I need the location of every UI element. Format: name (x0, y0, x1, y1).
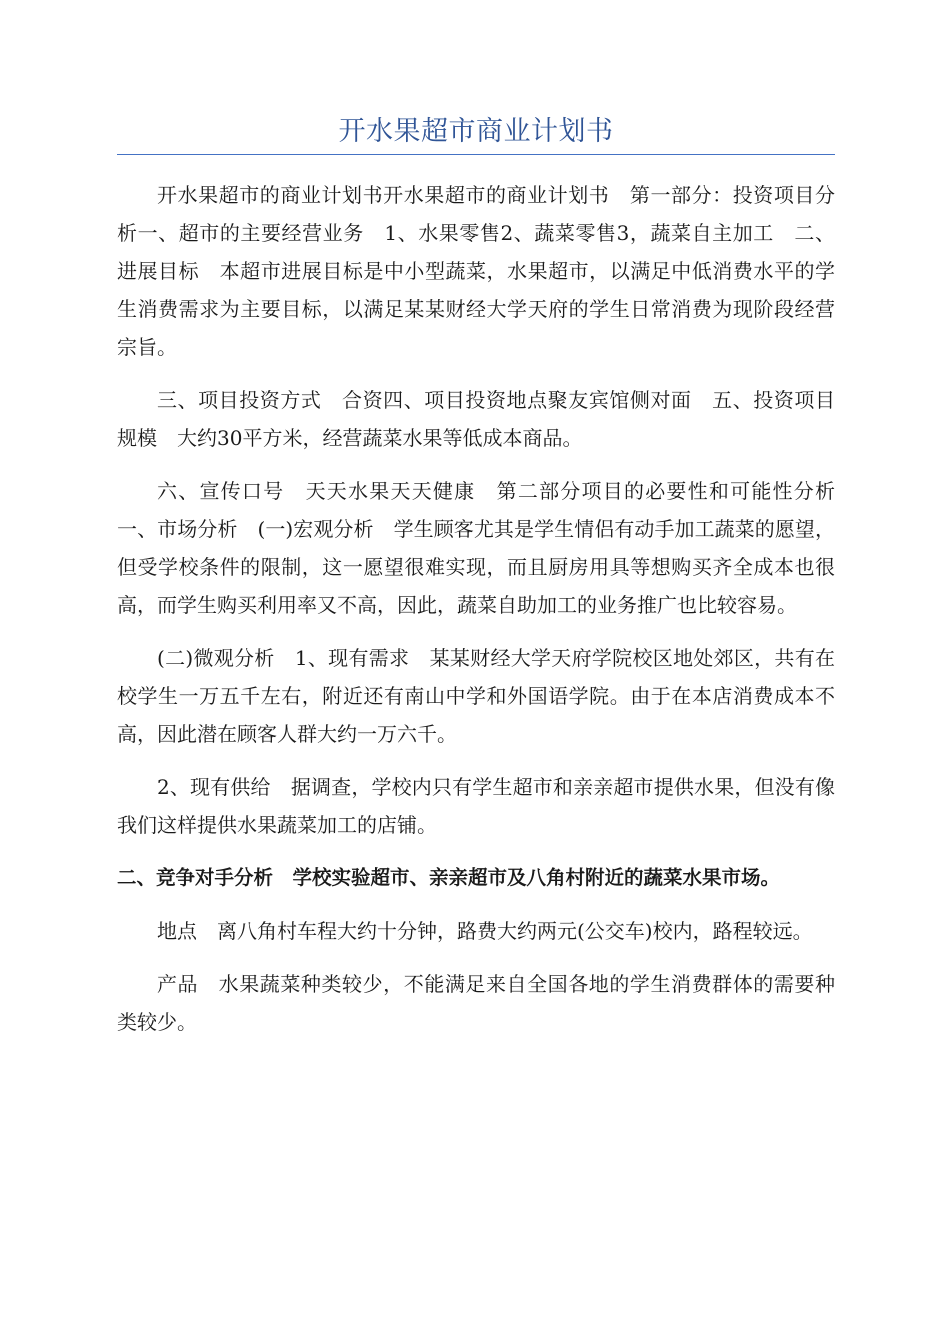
paragraph-investment-method: 三、项目投资方式 合资四、项目投资地点聚友宾馆侧对面 五、投资项目规模 大约30平方米，经营蔬菜水果等低成本商品。 (117, 388, 835, 450)
title-underline (117, 154, 835, 155)
paragraph-current-supply: 2、现有供给 据调查，学校内只有学生超市和亲亲超市提供水果，但没有像我们这样提供水果蔬菜加工的店铺。 (117, 775, 835, 837)
paragraph-micro-analysis: (二)微观分析 1、现有需求 某某财经大学天府学院校区地处郊区，共有在校学生一万五千左右，附近还有南山中学和外国语学院。由于在本店消费成本不高，因此潜在顾客人群大约一万六千。 (117, 646, 835, 746)
section-heading-competitor-analysis: 二、竞争对手分析 学校实验超市、亲亲超市及八角村附近的蔬菜水果市场。 (117, 866, 781, 889)
paragraph-products: 产品 水果蔬菜种类较少，不能满足来自全国各地的学生消费群体的需要种类较少。 (117, 972, 835, 1034)
paragraph-investment-analysis: 开水果超市的商业计划书开水果超市的商业计划书 第一部分：投资项目分析一、超市的主要经营业务 1、水果零售2、蔬菜零售3，蔬菜自主加工 二、进展目标 本超市进展目标是中小型蔬菜，水果超市，以满足中低消费水平的学生消费需求为主要目标，以满足某某财经大学天府的学生日常消费为现阶段经营宗旨。 (117, 183, 835, 359)
document-title: 开水果超市商业计划书 (338, 116, 614, 147)
paragraph-slogan-market-analysis: 六、宣传口号 天天水果天天健康 第二部分项目的必要性和可能性分析 一、市场分析 (一)宏观分析 学生顾客尤其是学生情侣有动手加工蔬菜的愿望，但受学校条件的限制，这一愿望很难实现，而且厨房用具等想购买齐全成本也很高，而学生购买利用率又不高，因此，蔬菜自助加工的业务推广也比较容易。 (117, 479, 855, 617)
document-body (117, 176, 855, 1056)
paragraph-location: 地点 离八角村车程大约十分钟，路费大约两元(公交车)校内，路程较远。 (157, 919, 813, 943)
